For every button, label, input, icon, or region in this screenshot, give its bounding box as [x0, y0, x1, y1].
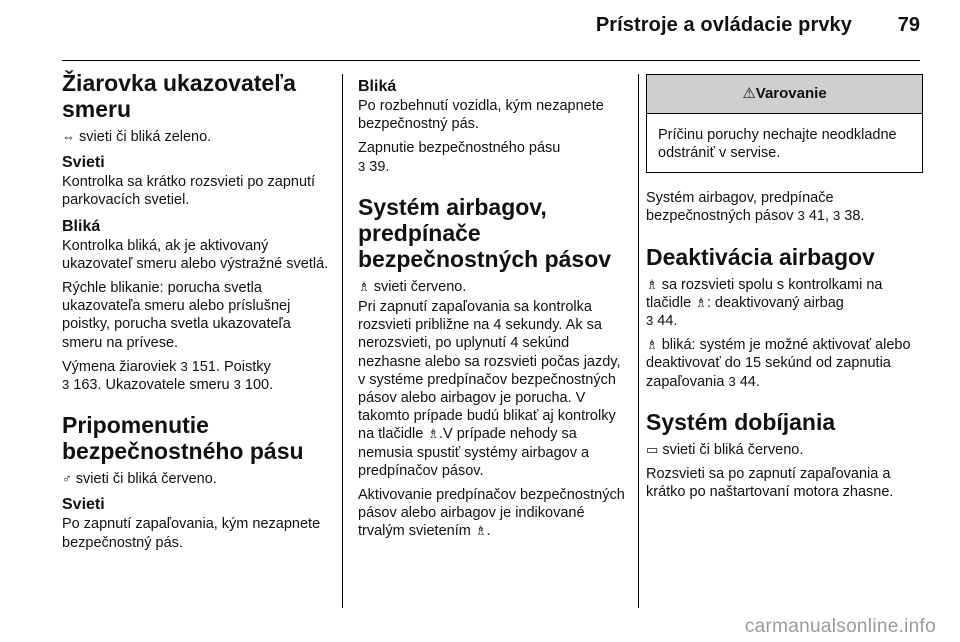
cross-reference-paragraph: Systém airbagov, predpínače bezpečnostných pásov 3 41, 3 38.	[646, 190, 865, 225]
paragraph: Po zapnutí zapaľovania, kým nezapnete bezpečnostný pás.	[62, 516, 321, 551]
seatbelt-intro: ♂ svieti či bliká červeno.	[62, 471, 217, 488]
arrow-icon: 3	[728, 373, 736, 389]
paragraph: Pri zapnutí zapaľovania sa kontrolka rozsvieti približne na 4 sekundy. Ak sa nerozsvieti, po uplynutí 4 sekúnd nezhasne alebo sa rozsvieti počas jazdy, v systéme predpínačov bezpečnostných pásov alebo airbagov je porucha. V takomto prípade budú blikať aj kontrolky na tlačidle ♗.V prípade nehody sa nemusia spustiť systémy airbagov a predpínačov pásov.	[358, 299, 621, 479]
subheading-blika: Bliká	[62, 217, 101, 235]
paragraph: Aktivovanie predpínačov bezpečnostných pásov alebo airbagov je indikované trvalým svietením ♗.	[358, 487, 625, 540]
airbag-intro: ♗ svieti červeno.	[358, 278, 467, 295]
warning-triangle-icon: ⚠	[742, 85, 756, 102]
cross-reference-paragraph: Zapnutie bezpečnostného pásu 3 39.	[358, 140, 561, 175]
arrow-icon: 3	[646, 313, 654, 329]
turn-signal-intro: ⇔ svieti či bliká zeleno.	[62, 129, 212, 145]
warning-title: Varovanie	[755, 85, 827, 102]
paragraph: Po rozbehnutí vozidla, kým nezapnete bezpečnostný pás.	[358, 98, 604, 133]
airbag-on-icon: ♗	[646, 337, 658, 353]
section-heading-seatbelt: Pripomenutie bezpečnostného pásu	[62, 412, 304, 465]
airbag-off-icon: ♗	[695, 294, 707, 310]
airbag-off-icon: ♗	[427, 426, 439, 442]
arrow-icon: 3	[833, 208, 841, 224]
subheading-svieti: Svieti	[62, 496, 105, 514]
page-number: 79	[897, 14, 920, 36]
column-divider-right	[638, 74, 639, 608]
column-3	[646, 70, 921, 507]
battery-icon: ▭	[646, 441, 659, 457]
subheading-svieti: Svieti	[62, 154, 105, 172]
seatbelt-icon: ♂	[62, 471, 72, 487]
airbag-off-icon: ♗	[646, 276, 658, 292]
section-heading-turn-signal: Žiarovka ukazovateľa smeru	[62, 70, 296, 122]
warning-box	[646, 74, 923, 173]
arrow-icon: 3	[358, 158, 366, 174]
paragraph: ♗ sa rozsvieti spolu s kontrolkami na tlačidle ♗: deaktivovaný airbag 3 44.	[646, 276, 883, 330]
arrow-icon: 3	[797, 208, 805, 224]
airbag-icon: ♗	[474, 523, 487, 539]
column-1	[62, 70, 332, 558]
watermark: carmanualsonline.info	[744, 616, 936, 637]
section-heading-airbag-system: Systém airbagov, predpínače bezpečnostných pásov	[358, 193, 612, 272]
cross-reference-paragraph: Výmena žiaroviek 3 151. Poistky 3 163. Ukazovatele smeru 3 100.	[62, 358, 274, 394]
paragraph: Rýchle blikanie: porucha svetla ukazovateľa smeru alebo príslušnej poistky, porucha svetla ukazovateľa smeru na prívese.	[62, 280, 291, 351]
battery-intro: ▭ svieti či bliká červeno.	[646, 441, 804, 458]
column-divider-left	[342, 74, 343, 608]
arrow-icon: 3	[180, 358, 188, 374]
paragraph: Rozsvieti sa po zapnutí zapaľovania a krátko po naštartovaní motora zhasne.	[646, 466, 894, 501]
paragraph: ♗ bliká: systém je možné aktivovať alebo deaktivovať do 15 sekúnd od zapnutia zapaľovania 3 44.	[646, 337, 911, 390]
paragraph: Kontrolka bliká, ak je aktivovaný ukazovateľ smeru alebo výstražné svetlá.	[62, 237, 329, 272]
airbag-icon: ♗	[358, 278, 370, 294]
turn-signal-icon: ⇔	[62, 129, 75, 144]
subheading-blika: Bliká	[358, 78, 397, 95]
section-heading-charging-system: Systém dobíjania	[646, 408, 836, 435]
section-heading-airbag-deactivation: Deaktivácia airbagov	[646, 243, 875, 270]
arrow-icon: 3	[62, 377, 70, 393]
header-rule	[62, 60, 920, 61]
column-2	[358, 70, 626, 547]
arrow-icon: 3	[233, 377, 241, 393]
header-title: Prístroje a ovládacie prvky	[595, 14, 852, 36]
warning-header	[647, 75, 922, 114]
warning-text: Príčinu poruchy nechajte neodkladne odstrániť v servise.	[658, 127, 897, 162]
paragraph: Kontrolka sa krátko rozsvieti po zapnutí parkovacích svetiel.	[62, 174, 316, 209]
